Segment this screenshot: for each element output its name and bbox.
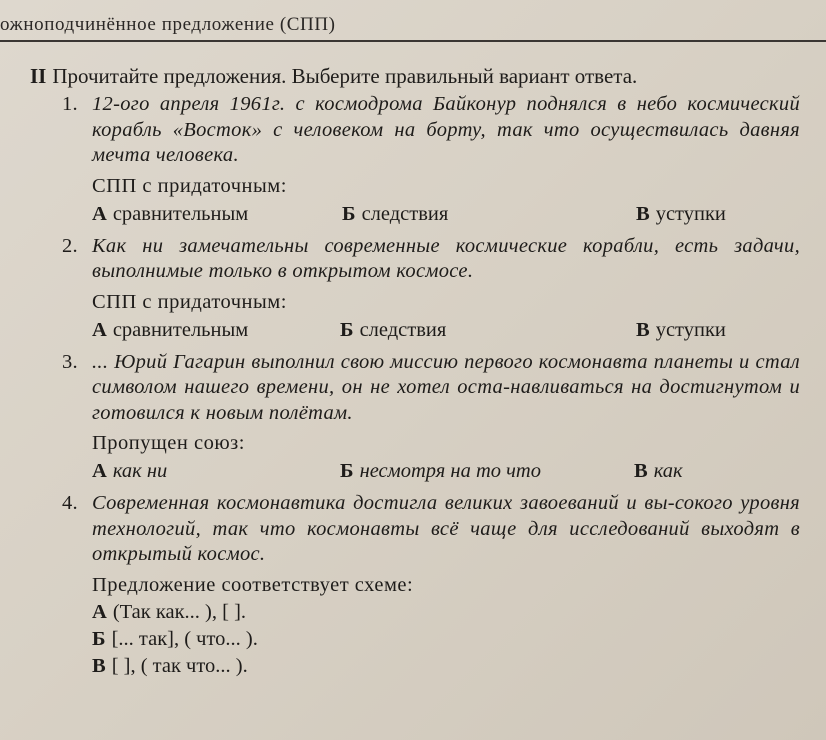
q1-option-a[interactable]: А сравнительным xyxy=(92,202,249,225)
question-3-prompt: Пропущен союз: xyxy=(92,432,245,454)
worksheet xyxy=(30,62,800,680)
section-header: ожноподчинённое предложение (СПП) xyxy=(0,14,336,35)
q2-option-c[interactable]: В уступки xyxy=(636,318,726,341)
question-2-number: 2. xyxy=(62,234,78,257)
question-3-number: 3. xyxy=(62,350,78,373)
question-1-options xyxy=(62,200,800,228)
header-divider xyxy=(0,40,826,42)
q2-option-a[interactable]: А сравнительным xyxy=(92,318,249,341)
question-4-text: Современная космонавтика достигла великих завоеваний и вы-сокого уровня технологий, так что космонавты всё чаще для исследований выходят в открытый космос. xyxy=(92,492,800,565)
q1-option-b[interactable]: Б следствия xyxy=(342,202,449,225)
question-4-number: 4. xyxy=(62,492,78,514)
question-3-options xyxy=(62,457,800,485)
task-instruction-text: Прочитайте предложения. Выберите правильный вариант ответа. xyxy=(52,64,638,88)
task-roman-number: II xyxy=(30,64,47,88)
q4-option-b[interactable]: Б [... так], ( что... ). xyxy=(92,627,258,650)
q3-option-b[interactable]: Б несмотря на то что xyxy=(340,460,541,482)
q3-option-c[interactable]: В как xyxy=(634,460,683,482)
question-1-number: 1. xyxy=(62,93,78,115)
task-instruction xyxy=(30,62,800,90)
q4-option-a[interactable]: А (Так как... ), [ ]. xyxy=(92,600,247,623)
q2-option-b[interactable]: Б следствия xyxy=(340,318,447,341)
question-2-prompt: СПП с придаточным: xyxy=(92,290,287,313)
q1-option-c[interactable]: В уступки xyxy=(636,202,726,225)
question-4 xyxy=(62,491,800,568)
question-2-text: Как ни замечательны современные космические корабли, есть задачи, выполнимые только в открытом космосе. xyxy=(92,234,800,282)
question-2-options xyxy=(62,316,800,344)
question-list xyxy=(62,92,800,680)
question-2 xyxy=(62,234,800,285)
question-1 xyxy=(62,92,800,169)
question-1-text: 12-ого апреля 1961г. с космодрома Байконур поднялся в небо космический корабль «Восток» с человеком на борту, так что осуществилась давняя мечта человека. xyxy=(92,93,800,166)
q4-option-c[interactable]: В [ ], ( так что... ). xyxy=(92,654,248,677)
q3-option-a[interactable]: А как ни xyxy=(92,460,168,482)
question-3 xyxy=(62,350,800,427)
question-3-text: ... Юрий Гагарин выполнил свою миссию первого космонавта планеты и стал символом нашего времени, он не хотел оста-навливаться на достигнутом и готовился к новым полётам. xyxy=(92,350,800,424)
question-4-prompt: Предложение соответствует схеме: xyxy=(92,573,414,596)
question-1-prompt: СПП с придаточным: xyxy=(92,174,287,197)
